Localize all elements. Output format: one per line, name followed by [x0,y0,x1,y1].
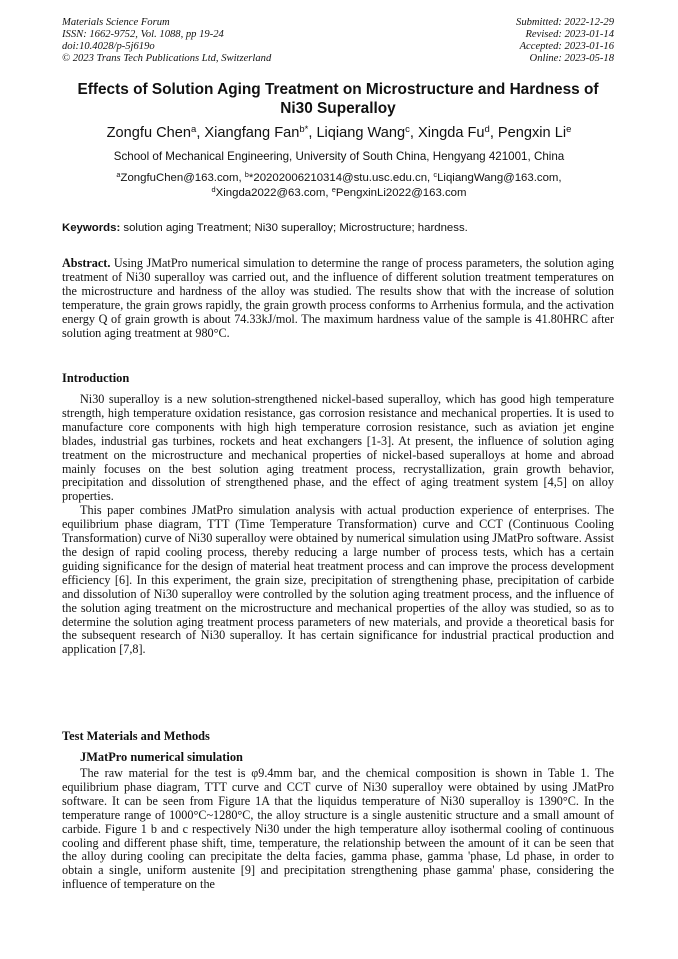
author-list [40,124,638,142]
abstract-text: Using JMatPro numerical simulation to determine the range of process parameters, the solution aging treatment of Ni30 superalloy was carried out, and the influence of different solution treatment temperatures on the microstructure and hardness of the alloy was studied. The results show that with the increase of solution temperature, the grain grows rapidly, the grain growth process conforms to Arrhenius formula, and the activation energy Q of grain growth is about 74.33kJ/mol. The maximum hardness value of the sample is 41.80HRC after solution aging treatment at 980°C. [62,256,615,340]
copyright: © 2023 Trans Tech Publications Ltd, Switzerland [62,52,272,64]
email[interactable]: PengxinLi2022@163.com [335,187,467,200]
paper-title: Effects of Solution Aging Treatment on Microstructure and Hardness of Ni30 Superalloy [77,81,599,117]
author: Liqiang Wang$^c$, [316,123,418,141]
revised-date: Revised: 2023-01-14 [525,28,614,40]
author: Xingda Fu$^d$, [418,123,498,141]
author-emails [40,171,638,202]
submitted-date: Submitted: 2022-12-29 [516,17,614,28]
accepted-date: Accepted: 2023-01-16 [519,40,614,52]
author: Xiangfang Fan$^{b*}$, [204,123,317,141]
introduction-heading: Introduction [62,371,130,385]
email-line: $^a$ZongfuChen@163.com, $^b$*20202006210314@stu.usc.edu.cn, $^c$LiqiangWang@163.com, [116,169,562,184]
online-date: Online: 2023-05-18 [529,52,614,64]
abstract [62,257,614,340]
affiliation: School of Mechanical Engineering, University of South China, Hengyang 421001, China [113,150,565,163]
paragraph: Ni30 superalloy is a new solution-strengthened nickel-based superalloy, which has good high temperature strength, high temperature oxidation resistance, gas corrosion resistance and mechanical properties. It is used to manufacture core components with high high temperature corrosion resistance, such as aviation jet engine blades, industrial gas turbines, rockets and heat exchangers [1-3]. At present, the influence of solution aging treatment on the microstructure and mechanical properties of nickel-based superalloys at home and abroad mainly focuses on the best solution aging treatment process, recrystallization, grain growth behavior, precipitation and dissolution of strengthened phase, and the effect of aging treatment system [4,5] on alloy properties. [62,392,614,504]
publication-dates [516,17,614,65]
keywords-text: solution aging Treatment; Ni30 superalloy; Microstructure; hardness. [123,222,468,234]
journal-name: Materials Science Forum [62,17,170,28]
introduction-body [62,393,614,657]
author: Zongfu Chen$^a$, [106,123,205,141]
email-line: $^d$Xingda2022@63.com, $^e$PengxinLi2022@163.com [211,185,467,200]
abstract-label: Abstract. [62,256,111,270]
journal-info [62,17,271,65]
keywords [62,221,614,235]
email[interactable]: *20202006210314@stu.usc.edu.cn, [248,172,434,184]
paragraph: The raw material for the test is φ9.4mm bar, and the chemical composition is shown in Table 1. The equilibrium phase diagram, TTT curve and CCT curve of Ni30 superalloy were obtained by using JMatPro software. It can be seen from Figure 1A that the liquidus temperature of Ni30 superalloy is 1390°C. In the temperature range of 1000°C~1280°C, the alloy structure is a single austenitic structure and a small amount of carbide. Figure 1 b and c respectively Ni30 under the high temperature alloy isothermal cooling of continuous cooling and different phase shift, time, temperature, the relationship between the amount of it can be seen that the alloy during cooling can precipitate the delta facies, gamma phase, gamma 'phase, Ld phase, in order to obtain a single, uniform austenite [9] and precipitation strengthening phase gamma' phase, considering the influence of temperature on the [62,766,614,892]
author: Pengxin Li$^e$ [497,123,572,141]
methods-body [62,767,614,892]
paragraph: This paper combines JMatPro simulation analysis with actual production experience of enterprises. The equilibrium phase diagram, TTT (Time Temperature Transformation) curve and CCT (Continuous Cooling Transformation) curve of Ni30 superalloy were obtained by numerical simulation using JMatPro software. Assist the design of rapid cooling process, thereby reducing a large number of process tests, which has a certain guiding significance for the design of material heat treatment process and can improve the process development efficiency [6]. In this experiment, the grain size, precipitation of strengthening phase, precipitation of carbide and dissolution of Ni30 superalloy were controlled by the solution aging treatment process, and the influence of the solution aging treatment on the microstructure and mechanical properties of the alloy was studied, so as to determine the solution aging treatment process parameters of new materials, and provide a theoretical basis for the subsequent research of Ni30 superalloy. It has certain significance for industrial practical production and application [7,8]. [62,503,614,657]
keywords-label: Keywords: [62,222,121,234]
methods-subheading: JMatPro numerical simulation [80,750,243,764]
doi: doi:10.4028/p-5j619o [62,40,155,52]
email[interactable]: Xingda2022@63.com, [215,187,332,200]
issn-volume: ISSN: 1662-9752, Vol. 1088, pp 19-24 [62,28,224,40]
email[interactable]: ZongfuChen@163.com, [120,172,245,184]
email[interactable]: LiqiangWang@163.com, [437,172,562,184]
methods-heading: Test Materials and Methods [62,729,210,743]
